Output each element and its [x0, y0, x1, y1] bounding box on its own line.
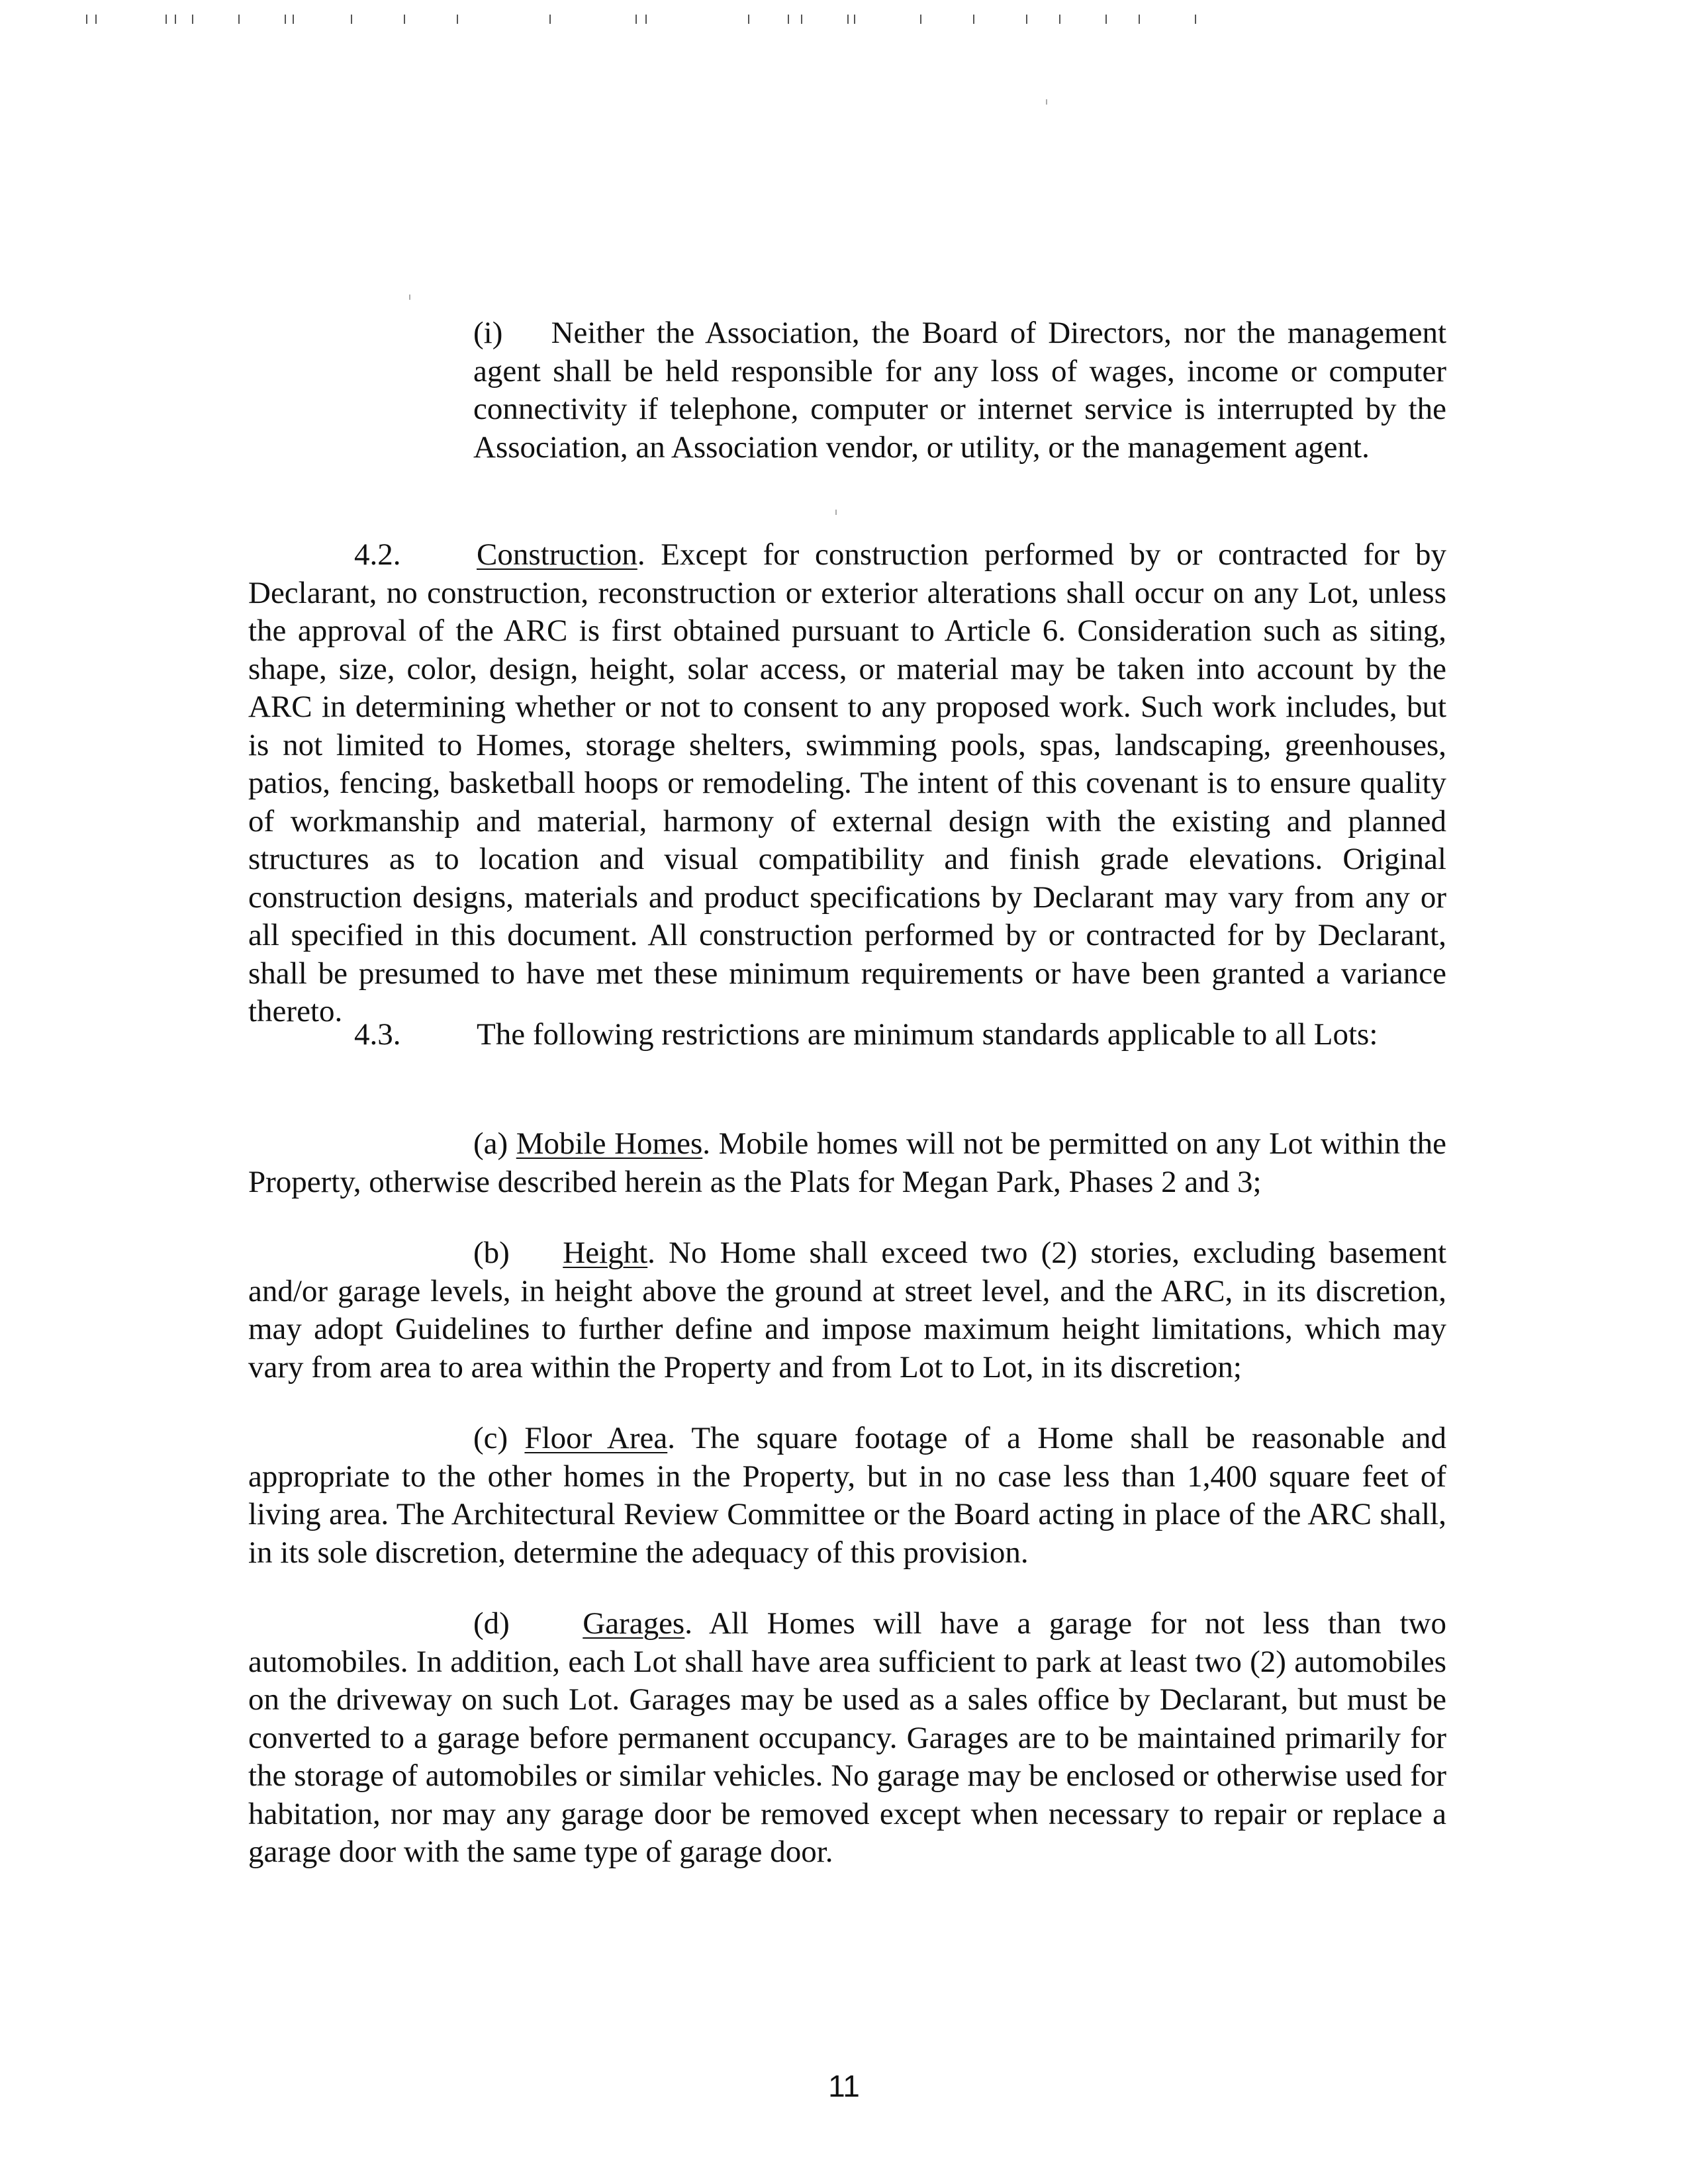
item-d-heading: Garages [583, 1606, 685, 1641]
page-number: 11 [828, 2069, 860, 2103]
scan-artifact-marks [86, 15, 1278, 26]
section-4-3-text: The following restrictions are minimum standards applicable to all Lots: [477, 1017, 1378, 1052]
scan-speck [835, 510, 837, 515]
clause-i [473, 314, 1446, 467]
section-4-3-number: 4.3. [354, 1017, 401, 1052]
item-b-text: . No Home shall exceed two (2) stories, excluding basement and/or garage levels, in height above the ground at street level, and the ARC, in its discretion, may adopt Guidelines to further define and impose maximum height limitations, which may vary from area to area within the Property and from Lot to Lot, in its discretion; [248, 1236, 1446, 1385]
item-a-text: . Mobile homes will not be permitted on any Lot within the Property, otherwise described herein as the Plats for Megan Park, Phases 2 and 3; [248, 1126, 1447, 1199]
scan-speck [1046, 99, 1047, 105]
item-a-heading: Mobile Homes [516, 1126, 703, 1161]
section-4-2 [248, 536, 1446, 1031]
item-d-label: (d) [473, 1606, 510, 1641]
clause-i-label: (i) [473, 316, 503, 350]
section-4-2-number: 4.2. [354, 537, 401, 572]
item-b-heading: Height [563, 1236, 648, 1270]
scan-speck [409, 295, 410, 300]
clause-i-text: Neither the Association, the Board of Directors, nor the management agent shall be held responsible for any loss of wages, income or computer connectivity if telephone, computer or internet service is interrupted by the Association, an Association vendor, or utility, or the management agent. [473, 316, 1446, 465]
item-a-mobile-homes [248, 1125, 1446, 1201]
item-d-garages [248, 1605, 1446, 1872]
item-d-text: . All Homes will have a garage for not less than two automobiles. In addition, each Lot shall have area sufficient to park at least two (2) automobiles on the driveway on such Lot. Garages may be used as a sales office by Declarant, but must be converted to a garage before permanent occupancy. Garages are to be maintained primarily for the storage of automobiles or similar vehicles. No garage may be enclosed or otherwise used for habitation, nor may any garage door be removed except when necessary to repair or replace a garage door with the same type of garage door. [248, 1606, 1446, 1869]
item-c-label: (c) [473, 1421, 508, 1455]
item-b-label: (b) [473, 1236, 510, 1270]
item-c-text: . The square footage of a Home shall be reasonable and appropriate to the other homes in the Property, but in no case less than 1,400 square feet of living area. The Architectural Review Committee or the Board acting in place of the ARC shall, in its sole discretion, determine the adequacy of this provision. [248, 1421, 1447, 1570]
item-b-height [248, 1234, 1446, 1387]
item-c-floor-area [248, 1420, 1446, 1572]
item-c-heading: Floor Area [524, 1421, 668, 1455]
section-4-2-text: . Except for construction performed by or contracted for by Declarant, no construction, reconstruction or exterior alterations shall occur on any Lot, unless the approval of the ARC is first obtained pursuant to Article 6. Consideration such as siting, shape, size, color, design, height, solar access, or material may be taken into account by the ARC in determining whether or not to consent to any proposed work. Such work includes, but is not limited to Homes, storage shelters, swimming pools, spas, landscaping, greenhouses, patios, fencing, basketball hoops or remodeling. The intent of this covenant is to ensure quality of workmanship and material, harmony of external design with the existing and planned structures as to location and visual compatibility and finish grade elevations. Original construction designs, materials and product specifications by Declarant may vary from any or all specified in this document. All construction performed by or contracted for by Declarant, shall be presumed to have met these minimum requirements or have been granted a variance thereto. [248, 537, 1446, 1028]
section-4-3 [248, 1016, 1446, 1054]
section-4-2-heading: Construction [477, 537, 637, 572]
item-a-label: (a) [473, 1126, 508, 1161]
